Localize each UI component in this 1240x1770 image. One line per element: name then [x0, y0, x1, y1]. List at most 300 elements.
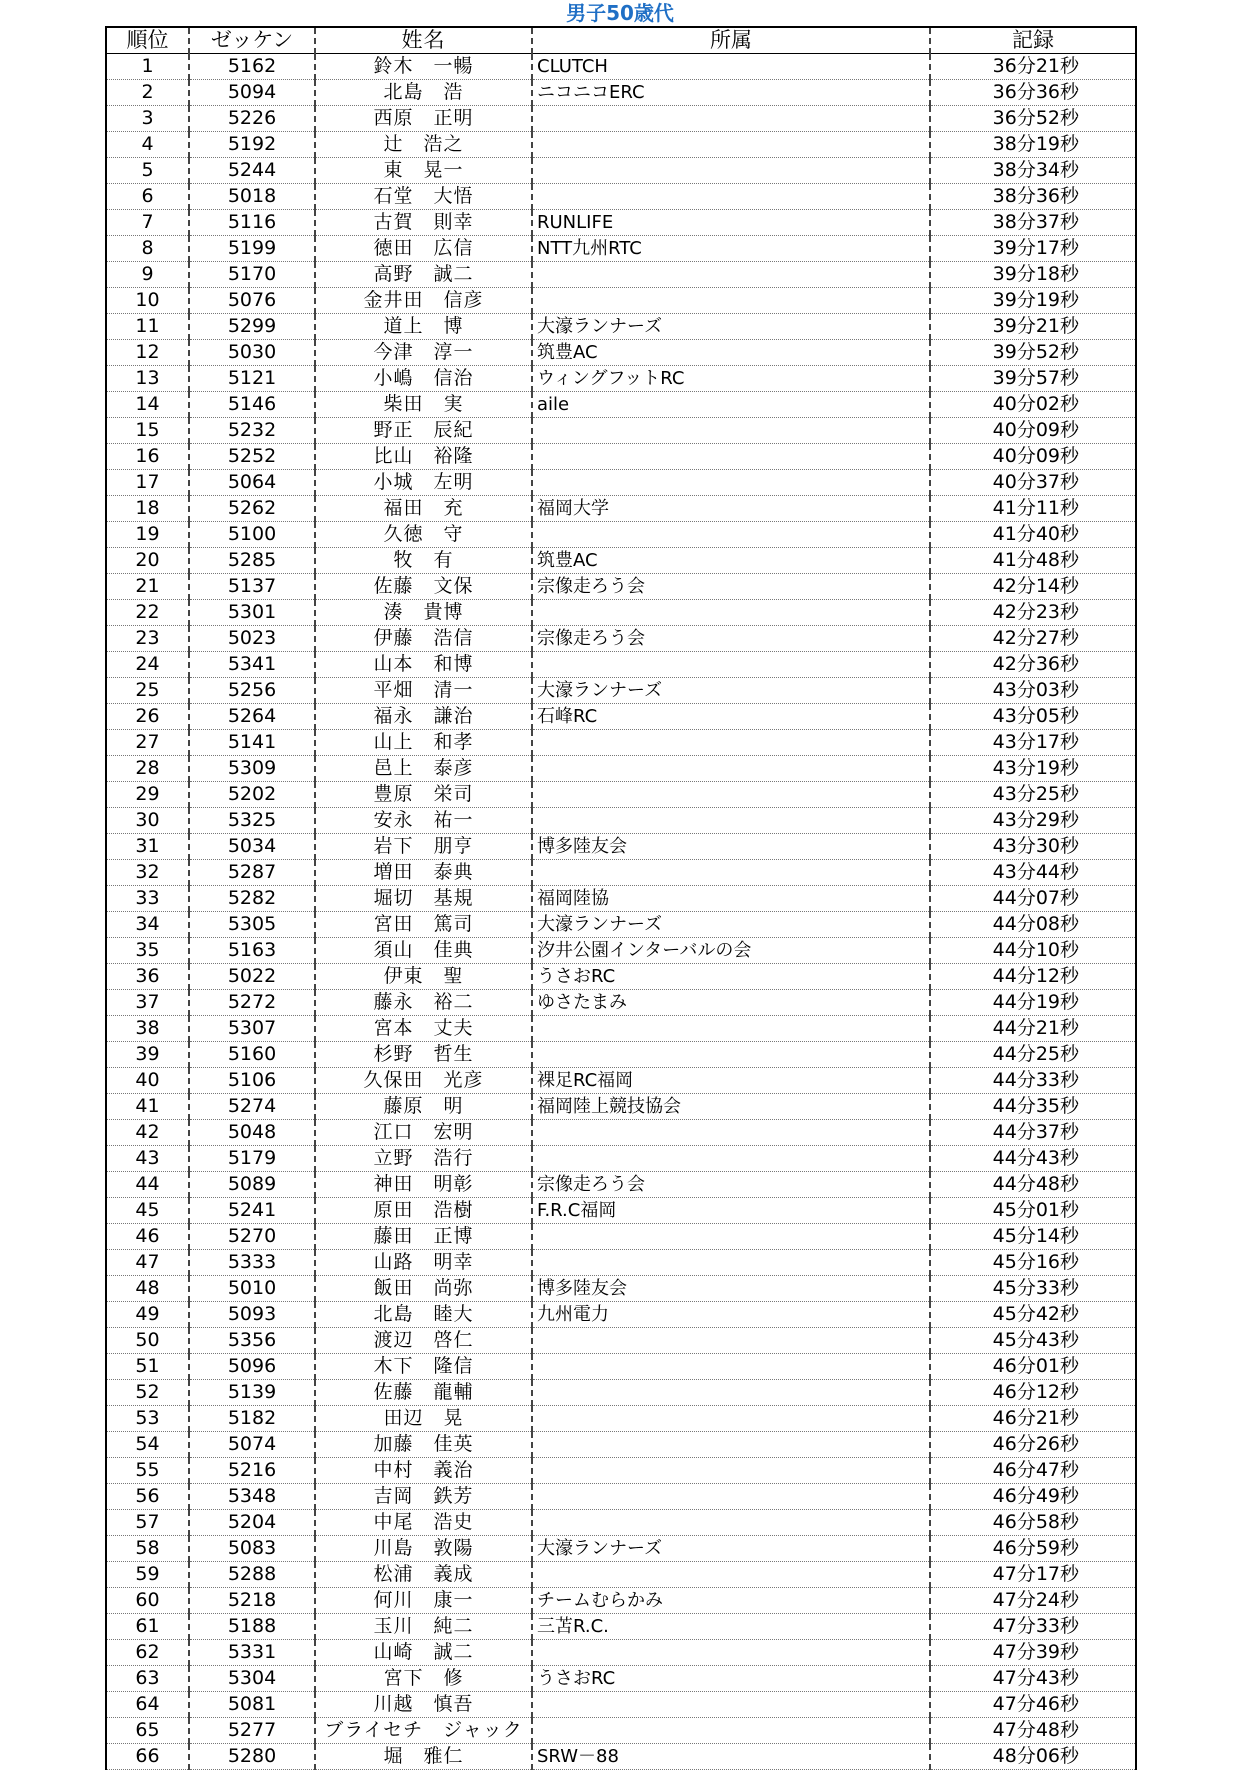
- rank-cell: 1: [106, 54, 189, 80]
- team-cell: [532, 1354, 930, 1380]
- bib-cell: 5202: [189, 782, 315, 808]
- table-row: [106, 366, 1136, 392]
- table-row: [106, 132, 1136, 158]
- rank-cell: 63: [106, 1666, 189, 1692]
- time-cell: 44分19秒: [930, 990, 1136, 1016]
- time-cell: 47分48秒: [930, 1718, 1136, 1744]
- table-row: [106, 600, 1136, 626]
- name-cell: ブライセチ ジャック: [315, 1718, 532, 1744]
- team-cell: [532, 1250, 930, 1276]
- bib-cell: 5089: [189, 1172, 315, 1198]
- table-row: [106, 1094, 1136, 1120]
- team-cell: 大濠ランナーズ: [532, 1536, 930, 1562]
- rank-cell: 35: [106, 938, 189, 964]
- bib-cell: 5048: [189, 1120, 315, 1146]
- table-row: [106, 1484, 1136, 1510]
- name-cell: 玉川 純二: [315, 1614, 532, 1640]
- time-cell: 44分07秒: [930, 886, 1136, 912]
- name-cell: 佐藤 文保: [315, 574, 532, 600]
- time-cell: 45分42秒: [930, 1302, 1136, 1328]
- name-cell: 古賀 則幸: [315, 210, 532, 236]
- team-cell: うさおRC: [532, 1666, 930, 1692]
- bib-cell: 5226: [189, 106, 315, 132]
- rank-cell: 34: [106, 912, 189, 938]
- time-cell: 43分17秒: [930, 730, 1136, 756]
- name-cell: 小城 左明: [315, 470, 532, 496]
- time-cell: 43分03秒: [930, 678, 1136, 704]
- team-cell: うさおRC: [532, 964, 930, 990]
- team-cell: [532, 1458, 930, 1484]
- team-cell: 宗像走ろう会: [532, 626, 930, 652]
- team-cell: ゆさたまみ: [532, 990, 930, 1016]
- rank-cell: 65: [106, 1718, 189, 1744]
- team-cell: [532, 756, 930, 782]
- rank-cell: 2: [106, 80, 189, 106]
- bib-cell: 5232: [189, 418, 315, 444]
- time-cell: 45分16秒: [930, 1250, 1136, 1276]
- time-cell: 43分25秒: [930, 782, 1136, 808]
- team-cell: [532, 1042, 930, 1068]
- rank-cell: 33: [106, 886, 189, 912]
- team-cell: [532, 158, 930, 184]
- time-cell: 45分43秒: [930, 1328, 1136, 1354]
- table-row: [106, 912, 1136, 938]
- team-cell: 九州電力: [532, 1302, 930, 1328]
- team-cell: [532, 262, 930, 288]
- team-cell: [532, 600, 930, 626]
- name-cell: 東 晃一: [315, 158, 532, 184]
- name-cell: 安永 祐一: [315, 808, 532, 834]
- table-row: [106, 782, 1136, 808]
- time-cell: 44分10秒: [930, 938, 1136, 964]
- time-cell: 45分14秒: [930, 1224, 1136, 1250]
- rank-cell: 44: [106, 1172, 189, 1198]
- rank-cell: 28: [106, 756, 189, 782]
- time-cell: 44分48秒: [930, 1172, 1136, 1198]
- team-cell: 博多陸友会: [532, 1276, 930, 1302]
- name-cell: 今津 淳一: [315, 340, 532, 366]
- bib-cell: 5272: [189, 990, 315, 1016]
- rank-cell: 19: [106, 522, 189, 548]
- rank-cell: 23: [106, 626, 189, 652]
- time-cell: 46分01秒: [930, 1354, 1136, 1380]
- team-cell: [532, 288, 930, 314]
- time-cell: 42分36秒: [930, 652, 1136, 678]
- time-cell: 40分09秒: [930, 418, 1136, 444]
- table-row: [106, 1250, 1136, 1276]
- time-cell: 43分30秒: [930, 834, 1136, 860]
- header-time: 記録: [930, 27, 1136, 54]
- bib-cell: 5074: [189, 1432, 315, 1458]
- name-cell: 北島 睦大: [315, 1302, 532, 1328]
- rank-cell: 45: [106, 1198, 189, 1224]
- name-cell: 増田 泰典: [315, 860, 532, 886]
- bib-cell: 5348: [189, 1484, 315, 1510]
- rank-cell: 8: [106, 236, 189, 262]
- name-cell: 山崎 誠二: [315, 1640, 532, 1666]
- table-row: [106, 314, 1136, 340]
- rank-cell: 3: [106, 106, 189, 132]
- name-cell: 平畑 清一: [315, 678, 532, 704]
- bib-cell: 5182: [189, 1406, 315, 1432]
- time-cell: 46分58秒: [930, 1510, 1136, 1536]
- name-cell: 福永 謙治: [315, 704, 532, 730]
- results-table: [105, 26, 1137, 1770]
- bib-cell: 5139: [189, 1380, 315, 1406]
- rank-cell: 27: [106, 730, 189, 756]
- bib-cell: 5179: [189, 1146, 315, 1172]
- table-row: [106, 158, 1136, 184]
- rank-cell: 10: [106, 288, 189, 314]
- time-cell: 41分40秒: [930, 522, 1136, 548]
- team-cell: [532, 1484, 930, 1510]
- rank-cell: 54: [106, 1432, 189, 1458]
- bib-cell: 5010: [189, 1276, 315, 1302]
- table-row: [106, 1068, 1136, 1094]
- name-cell: 中村 義治: [315, 1458, 532, 1484]
- team-cell: [532, 470, 930, 496]
- name-cell: 松浦 義成: [315, 1562, 532, 1588]
- bib-cell: 5188: [189, 1614, 315, 1640]
- team-cell: [532, 132, 930, 158]
- name-cell: 岩下 朋亨: [315, 834, 532, 860]
- rank-cell: 56: [106, 1484, 189, 1510]
- name-cell: 伊東 聖: [315, 964, 532, 990]
- team-cell: 三苫R.C.: [532, 1614, 930, 1640]
- name-cell: 鈴木 一暢: [315, 54, 532, 80]
- time-cell: 47分39秒: [930, 1640, 1136, 1666]
- bib-cell: 5076: [189, 288, 315, 314]
- rank-cell: 46: [106, 1224, 189, 1250]
- team-cell: 宗像走ろう会: [532, 1172, 930, 1198]
- rank-cell: 18: [106, 496, 189, 522]
- bib-cell: 5274: [189, 1094, 315, 1120]
- team-cell: [532, 1328, 930, 1354]
- table-row: [106, 808, 1136, 834]
- rank-cell: 49: [106, 1302, 189, 1328]
- name-cell: 福田 充: [315, 496, 532, 522]
- name-cell: 久徳 守: [315, 522, 532, 548]
- bib-cell: 5241: [189, 1198, 315, 1224]
- rank-cell: 15: [106, 418, 189, 444]
- name-cell: 宮下 修: [315, 1666, 532, 1692]
- rank-cell: 29: [106, 782, 189, 808]
- name-cell: 宮田 篤司: [315, 912, 532, 938]
- bib-cell: 5023: [189, 626, 315, 652]
- team-cell: [532, 1016, 930, 1042]
- time-cell: 38分37秒: [930, 210, 1136, 236]
- time-cell: 45分01秒: [930, 1198, 1136, 1224]
- rank-cell: 17: [106, 470, 189, 496]
- name-cell: 豊原 栄司: [315, 782, 532, 808]
- name-cell: 原田 浩樹: [315, 1198, 532, 1224]
- team-cell: [532, 1146, 930, 1172]
- name-cell: 川越 慎吾: [315, 1692, 532, 1718]
- name-cell: 田辺 晃: [315, 1406, 532, 1432]
- bib-cell: 5256: [189, 678, 315, 704]
- name-cell: 西原 正明: [315, 106, 532, 132]
- team-cell: SRW－88: [532, 1744, 930, 1770]
- time-cell: 47分24秒: [930, 1588, 1136, 1614]
- name-cell: 邑上 泰彦: [315, 756, 532, 782]
- bib-cell: 5199: [189, 236, 315, 262]
- table-row: [106, 1198, 1136, 1224]
- time-cell: 47分33秒: [930, 1614, 1136, 1640]
- time-cell: 38分34秒: [930, 158, 1136, 184]
- rank-cell: 20: [106, 548, 189, 574]
- bib-cell: 5280: [189, 1744, 315, 1770]
- bib-cell: 5094: [189, 80, 315, 106]
- table-row: [106, 886, 1136, 912]
- name-cell: 飯田 尚弥: [315, 1276, 532, 1302]
- rank-cell: 36: [106, 964, 189, 990]
- rank-cell: 61: [106, 1614, 189, 1640]
- time-cell: 42分14秒: [930, 574, 1136, 600]
- rank-cell: 48: [106, 1276, 189, 1302]
- rank-cell: 52: [106, 1380, 189, 1406]
- team-cell: [532, 1718, 930, 1744]
- rank-cell: 38: [106, 1016, 189, 1042]
- header-bib: ゼッケン: [189, 27, 315, 54]
- name-cell: 川島 敦陽: [315, 1536, 532, 1562]
- bib-cell: 5170: [189, 262, 315, 288]
- bib-cell: 5285: [189, 548, 315, 574]
- name-cell: 堀 雅仁: [315, 1744, 532, 1770]
- table-row: [106, 1016, 1136, 1042]
- table-row: [106, 418, 1136, 444]
- time-cell: 38分19秒: [930, 132, 1136, 158]
- rank-cell: 21: [106, 574, 189, 600]
- name-cell: 牧 有: [315, 548, 532, 574]
- team-cell: [532, 106, 930, 132]
- bib-cell: 5030: [189, 340, 315, 366]
- table-row: [106, 184, 1136, 210]
- time-cell: 43分29秒: [930, 808, 1136, 834]
- bib-cell: 5309: [189, 756, 315, 782]
- team-cell: [532, 418, 930, 444]
- time-cell: 41分11秒: [930, 496, 1136, 522]
- rank-cell: 24: [106, 652, 189, 678]
- bib-cell: 5096: [189, 1354, 315, 1380]
- rank-cell: 16: [106, 444, 189, 470]
- bib-cell: 5331: [189, 1640, 315, 1666]
- table-row: [106, 1328, 1136, 1354]
- name-cell: 久保田 光彦: [315, 1068, 532, 1094]
- table-row: [106, 106, 1136, 132]
- time-cell: 44分37秒: [930, 1120, 1136, 1146]
- rank-cell: 22: [106, 600, 189, 626]
- bib-cell: 5162: [189, 54, 315, 80]
- name-cell: 藤田 正博: [315, 1224, 532, 1250]
- bib-cell: 5305: [189, 912, 315, 938]
- time-cell: 40分37秒: [930, 470, 1136, 496]
- table-row: [106, 262, 1136, 288]
- bib-cell: 5244: [189, 158, 315, 184]
- table-row: [106, 1224, 1136, 1250]
- time-cell: 41分48秒: [930, 548, 1136, 574]
- table-row: [106, 1380, 1136, 1406]
- time-cell: 43分05秒: [930, 704, 1136, 730]
- bib-cell: 5287: [189, 860, 315, 886]
- time-cell: 36分36秒: [930, 80, 1136, 106]
- team-cell: 宗像走ろう会: [532, 574, 930, 600]
- rank-cell: 9: [106, 262, 189, 288]
- name-cell: 木下 隆信: [315, 1354, 532, 1380]
- time-cell: 39分57秒: [930, 366, 1136, 392]
- time-cell: 43分19秒: [930, 756, 1136, 782]
- name-cell: 徳田 広信: [315, 236, 532, 262]
- bib-cell: 5325: [189, 808, 315, 834]
- rank-cell: 7: [106, 210, 189, 236]
- table-row: [106, 964, 1136, 990]
- rank-cell: 43: [106, 1146, 189, 1172]
- name-cell: 北島 浩: [315, 80, 532, 106]
- name-cell: 中尾 浩史: [315, 1510, 532, 1536]
- team-cell: 汐井公園インターバルの会: [532, 938, 930, 964]
- name-cell: 藤永 裕二: [315, 990, 532, 1016]
- team-cell: [532, 652, 930, 678]
- table-row: [106, 1302, 1136, 1328]
- rank-cell: 30: [106, 808, 189, 834]
- rank-cell: 31: [106, 834, 189, 860]
- name-cell: 高野 誠二: [315, 262, 532, 288]
- bib-cell: 5252: [189, 444, 315, 470]
- table-row: [106, 860, 1136, 886]
- name-cell: 須山 佳典: [315, 938, 532, 964]
- time-cell: 46分21秒: [930, 1406, 1136, 1432]
- table-row: [106, 1354, 1136, 1380]
- team-cell: [532, 730, 930, 756]
- bib-cell: 5299: [189, 314, 315, 340]
- time-cell: 36分52秒: [930, 106, 1136, 132]
- table-row: [106, 990, 1136, 1016]
- time-cell: 36分21秒: [930, 54, 1136, 80]
- team-cell: [532, 1692, 930, 1718]
- time-cell: 48分06秒: [930, 1744, 1136, 1770]
- time-cell: 44分21秒: [930, 1016, 1136, 1042]
- name-cell: 辻 浩之: [315, 132, 532, 158]
- time-cell: 46分26秒: [930, 1432, 1136, 1458]
- name-cell: 佐藤 龍輔: [315, 1380, 532, 1406]
- rank-cell: 58: [106, 1536, 189, 1562]
- name-cell: 石堂 大悟: [315, 184, 532, 210]
- table-row: [106, 626, 1136, 652]
- bib-cell: 5216: [189, 1458, 315, 1484]
- team-cell: [532, 1432, 930, 1458]
- table-row: [106, 288, 1136, 314]
- team-cell: RUNLIFE: [532, 210, 930, 236]
- time-cell: 44分43秒: [930, 1146, 1136, 1172]
- table-row: [106, 756, 1136, 782]
- team-cell: 福岡大学: [532, 496, 930, 522]
- rank-cell: 62: [106, 1640, 189, 1666]
- name-cell: 山上 和孝: [315, 730, 532, 756]
- bib-cell: 5270: [189, 1224, 315, 1250]
- table-row: [106, 1276, 1136, 1302]
- team-cell: [532, 782, 930, 808]
- time-cell: 40分09秒: [930, 444, 1136, 470]
- bib-cell: 5064: [189, 470, 315, 496]
- name-cell: 立野 浩行: [315, 1146, 532, 1172]
- name-cell: 山路 明幸: [315, 1250, 532, 1276]
- bib-cell: 5100: [189, 522, 315, 548]
- rank-cell: 11: [106, 314, 189, 340]
- team-cell: [532, 808, 930, 834]
- time-cell: 45分33秒: [930, 1276, 1136, 1302]
- rank-cell: 4: [106, 132, 189, 158]
- header-row: [106, 27, 1136, 54]
- table-row: [106, 1536, 1136, 1562]
- bib-cell: 5106: [189, 1068, 315, 1094]
- time-cell: 46分49秒: [930, 1484, 1136, 1510]
- time-cell: 39分21秒: [930, 314, 1136, 340]
- team-cell: [532, 522, 930, 548]
- time-cell: 44分08秒: [930, 912, 1136, 938]
- team-cell: 大濠ランナーズ: [532, 912, 930, 938]
- table-row: [106, 1744, 1136, 1770]
- rank-cell: 55: [106, 1458, 189, 1484]
- time-cell: 46分12秒: [930, 1380, 1136, 1406]
- table-row: [106, 1406, 1136, 1432]
- team-cell: [532, 860, 930, 886]
- table-row: [106, 1146, 1136, 1172]
- name-cell: 小嶋 信治: [315, 366, 532, 392]
- rank-cell: 59: [106, 1562, 189, 1588]
- name-cell: 宮本 丈夫: [315, 1016, 532, 1042]
- time-cell: 43分44秒: [930, 860, 1136, 886]
- team-cell: [532, 184, 930, 210]
- bib-cell: 5018: [189, 184, 315, 210]
- team-cell: aile: [532, 392, 930, 418]
- table-row: [106, 1692, 1136, 1718]
- name-cell: 比山 裕隆: [315, 444, 532, 470]
- bib-cell: 5022: [189, 964, 315, 990]
- time-cell: 40分02秒: [930, 392, 1136, 418]
- time-cell: 46分59秒: [930, 1536, 1136, 1562]
- bib-cell: 5341: [189, 652, 315, 678]
- bib-cell: 5301: [189, 600, 315, 626]
- table-row: [106, 444, 1136, 470]
- name-cell: 渡辺 啓仁: [315, 1328, 532, 1354]
- time-cell: 39分19秒: [930, 288, 1136, 314]
- rank-cell: 26: [106, 704, 189, 730]
- team-cell: [532, 444, 930, 470]
- bib-cell: 5204: [189, 1510, 315, 1536]
- table-row: [106, 1640, 1136, 1666]
- rank-cell: 57: [106, 1510, 189, 1536]
- rank-cell: 41: [106, 1094, 189, 1120]
- team-cell: 福岡陸協: [532, 886, 930, 912]
- team-cell: [532, 1510, 930, 1536]
- name-cell: 山本 和博: [315, 652, 532, 678]
- table-row: [106, 574, 1136, 600]
- table-row: [106, 678, 1136, 704]
- name-cell: 伊藤 浩信: [315, 626, 532, 652]
- team-cell: CLUTCH: [532, 54, 930, 80]
- rank-cell: 37: [106, 990, 189, 1016]
- team-cell: [532, 1406, 930, 1432]
- table-row: [106, 1458, 1136, 1484]
- header-rank: 順位: [106, 27, 189, 54]
- team-cell: [532, 1224, 930, 1250]
- table-row: [106, 340, 1136, 366]
- header-name: 姓名: [315, 27, 532, 54]
- time-cell: 42分23秒: [930, 600, 1136, 626]
- team-cell: ウィングフットRC: [532, 366, 930, 392]
- rank-cell: 53: [106, 1406, 189, 1432]
- name-cell: 柴田 実: [315, 392, 532, 418]
- team-cell: F.R.C福岡: [532, 1198, 930, 1224]
